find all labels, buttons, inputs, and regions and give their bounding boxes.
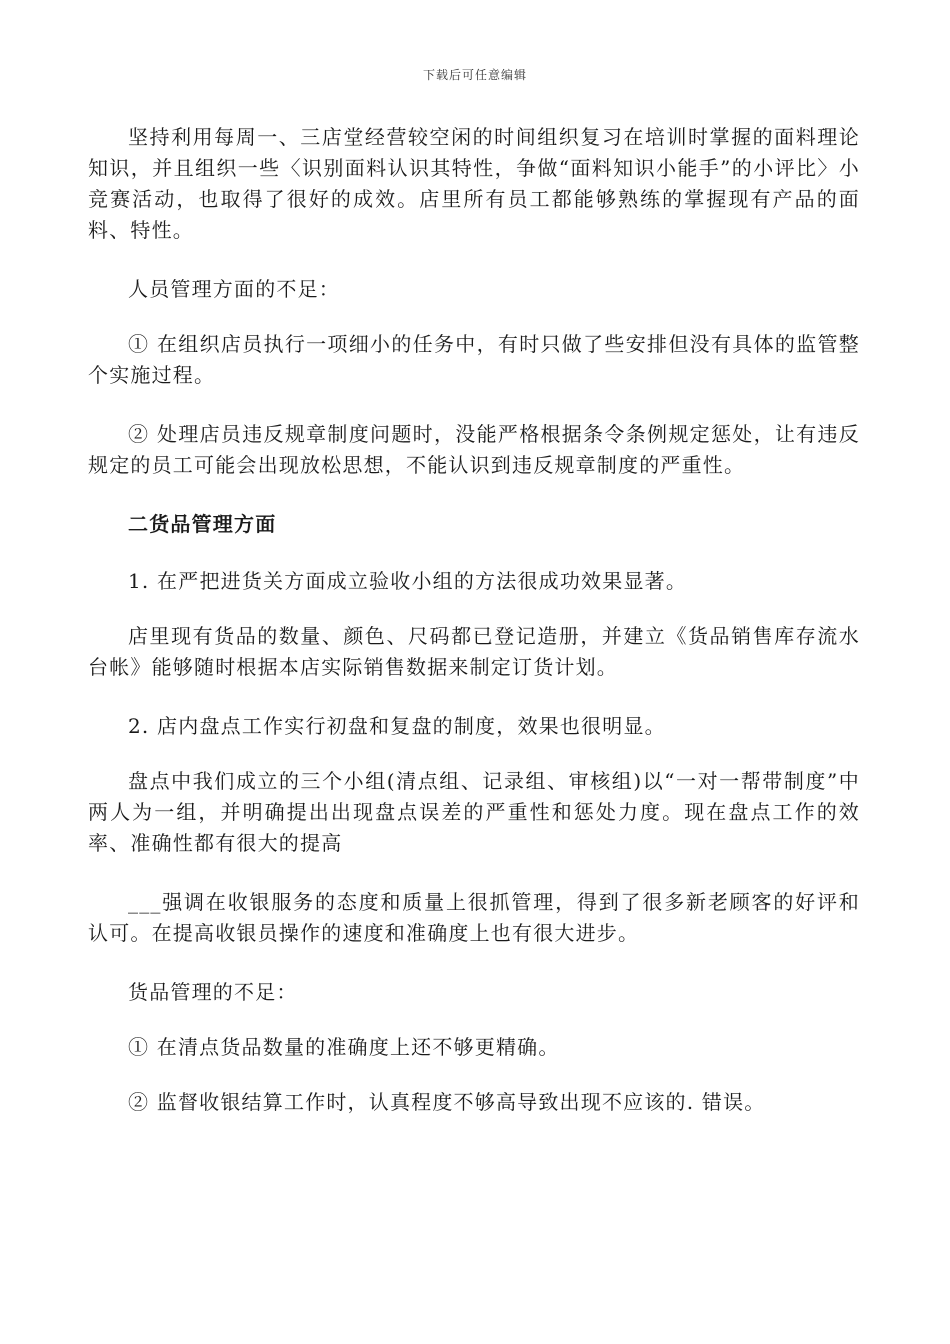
section-heading-goods-management: 二货品管理方面: [128, 512, 277, 536]
paragraph-goods-shortcomings-title: 货品管理的不足：: [128, 980, 298, 1004]
paragraph-goods-shortcoming-1: ① 在清点货品数量的准确度上还不够更精确。: [128, 1035, 560, 1059]
paragraph-goods-shortcoming-2: ② 监督收银结算工作时，认真程度不够高导致出现不应该的. 错误。: [128, 1090, 766, 1114]
paragraph-staff-shortcoming-2: ② 处理店员违反规章制度问题时，没能严格根据条令条例规定惩处，让有违反规定的员工可能会出现放松思想，不能认识到违反规章制度的严重性。: [88, 422, 860, 477]
paragraph-goods-item-2: 2. 店内盘点工作实行初盘和复盘的制度，效果也很明显。: [128, 714, 666, 738]
paragraph-fabric-training: 坚持利用每周一、三店堂经营较空闲的时间组织复习在培训时掌握的面料理论知识，并且组织一些〈识别面料认识其特性，争做“面料知识小能手”的小评比〉小竞赛活动，也取得了很好的成效。店里所有员工都能够熟练的掌握现有产品的面料、特性。: [88, 125, 860, 242]
paragraph-inventory-register: 店里现有货品的数量、颜色、尺码都已登记造册，并建立《货品销售库存流水台帐》能够随时根据本店实际销售数据来制定订货计划。: [88, 624, 860, 679]
paragraph-staff-shortcoming-1: ① 在组织店员执行一项细小的任务中，有时只做了些安排但没有具体的监管整个实施过程。: [88, 332, 860, 387]
paragraph-goods-item-1: 1. 在严把进货关方面成立验收小组的方法很成功效果显著。: [128, 569, 688, 593]
paragraph-stocktake-groups: 盘点中我们成立的三个小组(清点组、记录组、审核组)以“一对一帮带制度”中两人为一组，并明确提出出现盘点误差的严重性和惩处力度。现在盘点工作的效率、准确性都有很大的提高: [88, 769, 860, 855]
page-header: 下载后可任意编辑: [422, 68, 527, 82]
paragraph-cashier-service: ___强调在收银服务的态度和质量上很抓管理，得到了很多新老顾客的好评和认可。在提高收银员操作的速度和准确度上也有很大进步。: [88, 890, 860, 945]
paragraph-staff-shortcomings-title: 人员管理方面的不足：: [128, 277, 340, 301]
document-body: [88, 122, 860, 1146]
